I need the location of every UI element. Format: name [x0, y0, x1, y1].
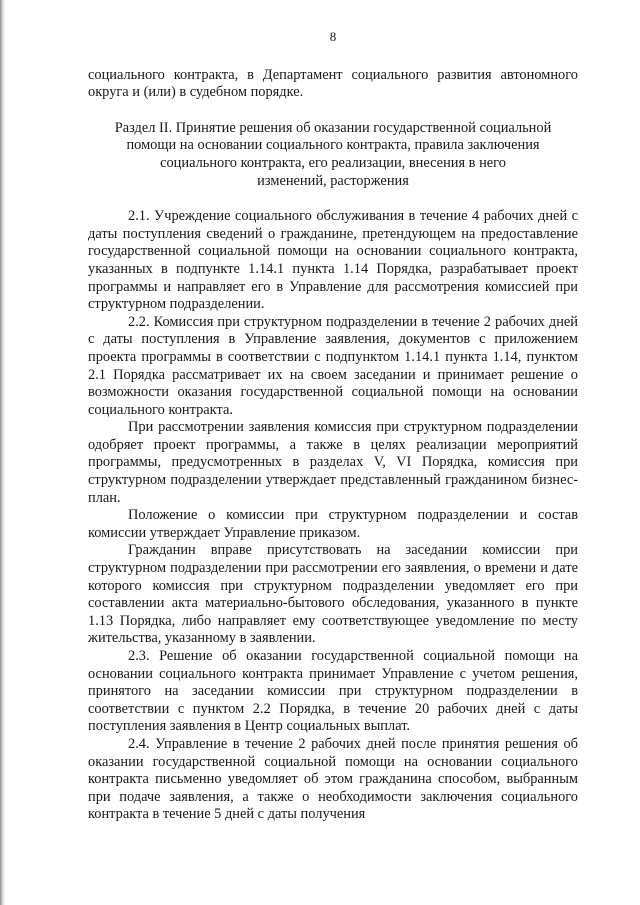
paragraph-2-2: 2.2. Комиссия при структурном подразделении в течение 2 рабочих дней с даты поступления в Управление заявления, документов с приложением проекта программы в соответствии с подпунктом 1.14.1 пункта 1.14, пунктом 2.1 Порядка рассматривает их на своем заседании и принимает решение о возможности оказания государственной социальной помощи на основании социального контракта. — [88, 313, 578, 418]
section-heading — [88, 120, 578, 190]
section-heading-line: Раздел II. Принятие решения об оказании государственной социальной — [114, 119, 552, 136]
section-heading-line: помощи на основании социального контракта, правила заключения — [126, 137, 540, 154]
paragraph-attendance: Гражданин вправе присутствовать на заседании комиссии при структурном подразделении при рассмотрении его заявления, о времени и дате которого комиссия при структурном подразделении уведомляет его при составлении акта материально-бытового обследования, указанного в пункте 1.13 Порядка, либо направляет ему соответствующее уведомление по месту жительства, указанному в заявлении. — [88, 542, 578, 647]
paragraph-2-3: 2.3. Решение об оказании государственной социальной помощи на основании социального контракта принимает Управление с учетом решения, принятого на заседании комиссии при структурном подразделении в соответствии с пунктом 2.2 Порядка, в течение 20 рабочих дней с даты поступления заявления в Центр социальных выплат. — [88, 648, 578, 735]
paragraph-2-4: 2.4. Управление в течение 2 рабочих дней после принятия решения об оказании государственной социальной помощи на основании социального контракта письменно уведомляет об этом гражданина способом, выбранным при подаче заявления, а также о необходимости заключения социального контракта в течение 5 дней с даты получения — [88, 735, 578, 823]
paragraph-commission: Положение о комиссии при структурном подразделении и состав комиссии утверждает Управление приказом. — [88, 507, 578, 541]
section-heading-line: социального контракта, его реализации, внесения в него — [160, 154, 506, 171]
section-heading-line: изменений, расторжения — [257, 172, 409, 189]
paragraph-review: При рассмотрении заявления комиссия при структурном подразделении одобряет проект программы, а также в целях реализации мероприятий программы, предусмотренных в разделах V, VI Порядка, комиссия при структурном подразделении утверждает представленный гражданином бизнес-план. — [88, 419, 578, 506]
intro-paragraph: социального контракта, в Департамент социального развития автономного округа и (или) в судебном порядке. — [88, 66, 578, 101]
page-number: 8 — [329, 29, 337, 44]
paragraph-2-1: 2.1. Учреждение социального обслуживания в течение 4 рабочих дней с даты поступления сведений о гражданине, претендующем на предоставление государственной социальной помощи на основании социального контракта, указанных в подпункте 1.14.1 пункта 1.14 Порядка, разрабатывает проект программы и направляет его в Управление для рассмотрения комиссией при структурном подразделении. — [88, 208, 578, 313]
scan-edge — [0, 0, 5, 905]
document-page — [88, 28, 578, 824]
